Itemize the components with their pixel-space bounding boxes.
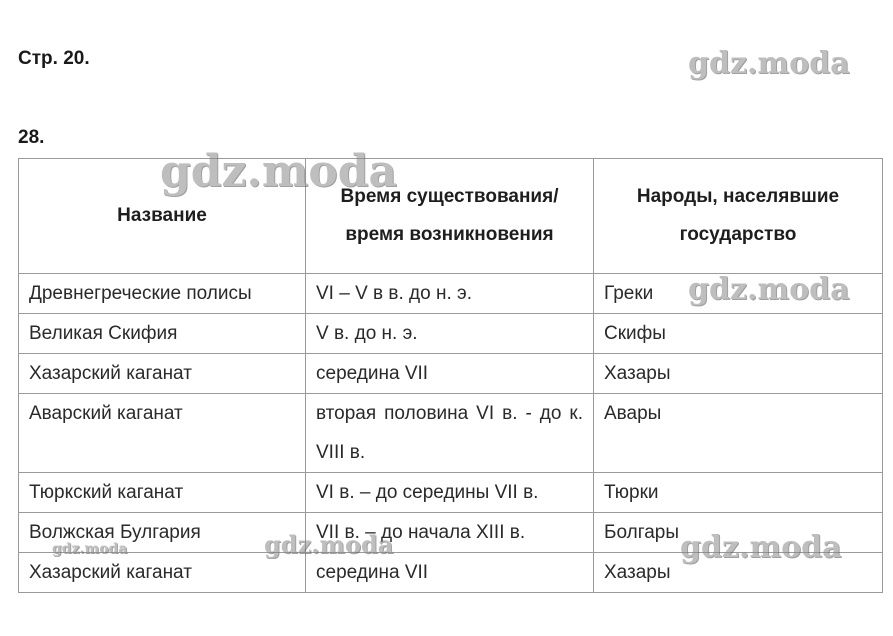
cell-period: середина VII (306, 354, 594, 394)
cell-peoples: Хазары (594, 553, 883, 593)
answer-table (18, 158, 883, 593)
table-row (19, 354, 883, 394)
cell-period: VII в. – до начала XIII в. (306, 513, 594, 553)
cell-peoples: Тюрки (594, 473, 883, 513)
cell-period: VI – V в в. до н. э. (306, 274, 594, 314)
cell-state-name: Великая Скифия (19, 314, 306, 354)
cell-state-name: Хазарский каганат (19, 553, 306, 593)
cell-peoples: Хазары (594, 354, 883, 394)
table-row (19, 314, 883, 354)
watermark-bottom-middle: gdz.moda (264, 530, 394, 559)
watermark-top-right: gdz.moda (688, 46, 850, 81)
cell-period: середина VII (306, 553, 594, 593)
cell-state-name: Аварский каганат (19, 394, 306, 473)
table-header-row (19, 159, 883, 274)
table-row (19, 274, 883, 314)
cell-state-name: Хазарский каганат (19, 354, 306, 394)
watermark-header: gdz.moda (160, 146, 398, 197)
table-row (19, 553, 883, 593)
page-number-label: Стр. 20. (18, 48, 90, 69)
cell-state-name: Древнегреческие полисы (19, 274, 306, 314)
cell-period: VI в. – до середины VII в. (306, 473, 594, 513)
table-row (19, 513, 883, 553)
cell-state-name: Волжская Булгария (19, 513, 306, 553)
watermark-bottom-right: gdz.moda (680, 530, 842, 565)
header-peoples: Народы, населявшие государство (594, 159, 883, 274)
table-row (19, 394, 883, 473)
task-number: 28. (18, 127, 45, 148)
cell-peoples: Болгары (594, 513, 883, 553)
cell-peoples: Греки (594, 274, 883, 314)
cell-period: вторая половина VI в. - до к. VIII в. (306, 394, 594, 473)
cell-peoples: Скифы (594, 314, 883, 354)
cell-state-name: Тюркский каганат (19, 473, 306, 513)
table-row (19, 473, 883, 513)
watermark-row: gdz.moda (688, 272, 850, 307)
watermark-small-left: gdz.moda (52, 541, 128, 557)
header-period: Время существования/время возникновения (306, 159, 594, 274)
cell-period: V в. до н. э. (306, 314, 594, 354)
cell-peoples: Авары (594, 394, 883, 473)
header-name: Название (19, 159, 306, 274)
